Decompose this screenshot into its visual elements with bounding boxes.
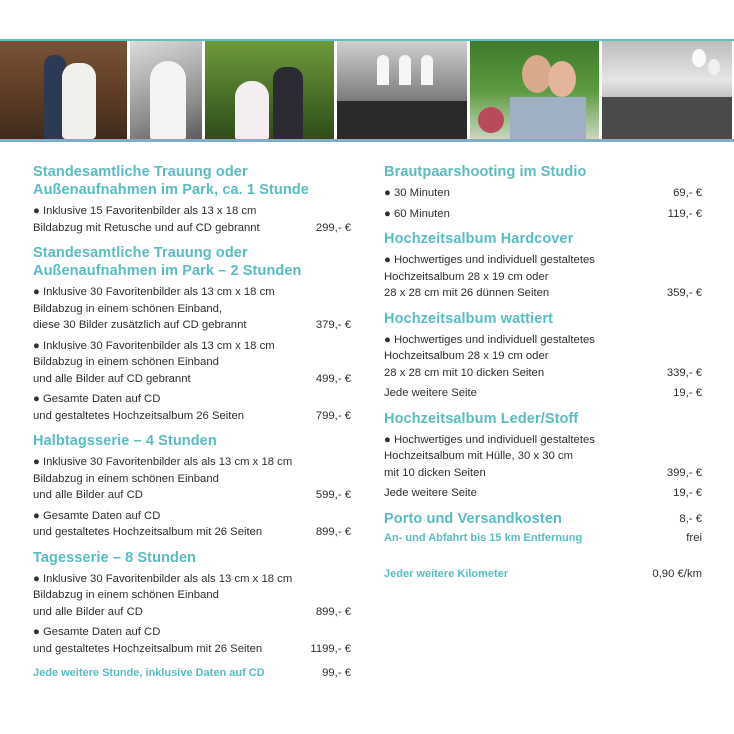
price-item <box>33 508 351 541</box>
section-album-hardcover <box>384 230 702 302</box>
item-description: Jede weitere Seite <box>384 387 477 399</box>
porto-row <box>384 510 702 528</box>
accent-line-bottom <box>0 139 734 142</box>
price-item <box>33 284 351 334</box>
couple-closeup-photo <box>470 41 599 139</box>
item-price: 339,- € <box>666 366 702 379</box>
extra-km-price: 0,90 €/km <box>652 567 702 580</box>
section-porto <box>384 510 702 582</box>
photo-strip <box>0 41 734 139</box>
item-price: 299,- € <box>315 221 351 234</box>
left-price-column <box>33 163 351 681</box>
item-price: 399,- € <box>666 466 702 479</box>
extra-hour-price: 99,- € <box>322 667 351 679</box>
item-description: Jede weitere Seite <box>384 487 477 499</box>
right-price-column <box>384 163 702 582</box>
price-item <box>384 185 702 202</box>
bubbles-couple-photo <box>205 41 334 139</box>
extra-km-row <box>384 566 702 582</box>
section-title: Standesamtliche Trauung oder Außenaufnahmen im Park, ca. 1 Stunde <box>33 164 309 198</box>
item-description: ● Inklusive 30 Favoritenbilder als als 13 cm x 18 cm Bildabzug in einem schönen Einband und alle Bilder auf CD <box>33 572 293 618</box>
item-price: 1199,- € <box>310 642 351 655</box>
item-price: 899,- € <box>315 526 351 538</box>
item-description: ● Gesamte Daten auf CD und gestaltetes Hochzeitsalbum mit 26 Seiten <box>33 626 263 655</box>
item-description: ● Gesamte Daten auf CD und gestaltetes Hochzeitsalbum mit 26 Seiten <box>33 509 263 538</box>
extra-km-label: Jeder weitere Kilometer <box>384 567 509 580</box>
section-title: Hochzeitsalbum Hardcover <box>384 231 574 247</box>
item-description: ● Inklusive 30 Favoritenbilder als als 13 cm x 18 cm Bildabzug in einem schönen Einband und alle Bilder auf CD <box>33 456 293 501</box>
section-title: Porto und Versandkosten <box>384 510 562 527</box>
item-price: 19,- € <box>673 387 702 399</box>
ceremony-hall-bw-photo <box>337 41 467 139</box>
section-studio-shooting <box>384 163 702 222</box>
item-price: 8,- € <box>679 513 702 525</box>
item-description: ● Inklusive 30 Favoritenbilder als 13 cm x 18 cm Bildabzug in einem schönen Einband und alle Bilder auf CD gebrannt <box>33 339 275 385</box>
price-item <box>384 252 702 302</box>
price-item <box>33 454 351 504</box>
item-description: ● Gesamte Daten auf CD und gestaltetes Hochzeitsalbum 26 Seiten <box>33 393 245 422</box>
section-title: Tagesserie – 8 Stunden <box>33 549 197 566</box>
section-standesamt-1h <box>33 163 351 236</box>
item-price: 119,- € <box>667 207 702 220</box>
price-item <box>33 338 351 388</box>
extra-hour-label: Jede weitere Stunde, inklusive Daten auf CD <box>33 667 265 679</box>
travel-free-price: frei <box>686 531 702 544</box>
item-description: ● 30 Minuten <box>384 187 450 199</box>
price-item <box>384 485 702 502</box>
item-price: 899,- € <box>315 605 351 618</box>
price-item <box>33 391 351 424</box>
price-item <box>33 571 351 621</box>
item-price: 799,- € <box>315 409 351 422</box>
couple-wooden-door-photo <box>0 41 127 139</box>
travel-free-label: An- und Abfahrt bis 15 km Entfernung <box>384 531 583 544</box>
section-halbtag <box>33 432 351 541</box>
price-item <box>384 206 702 223</box>
section-title: Hochzeitsalbum wattiert <box>384 310 554 327</box>
price-item <box>33 203 351 236</box>
item-description: ● 60 Minuten <box>384 207 450 220</box>
item-description: ● Hochwertiges und individuell gestaltetes Hochzeitsalbum 28 x 19 cm oder 28 x 28 cm mit 26 dünnen Seiten <box>384 254 595 299</box>
section-title: Halbtagsserie – 4 Stunden <box>33 433 217 449</box>
item-description: ● Inklusive 15 Favoritenbilder als 13 x 18 cm Bildabzug mit Retusche und auf CD gebrannt <box>33 205 260 234</box>
price-item <box>33 624 351 657</box>
item-price: 19,- € <box>673 487 702 499</box>
item-price: 69,- € <box>673 187 702 199</box>
section-album-leder <box>384 410 702 502</box>
section-tagesserie <box>33 549 351 682</box>
price-item <box>384 385 702 402</box>
item-description: ● Hochwertiges und individuell gestaltetes Hochzeitsalbum 28 x 19 cm oder 28 x 28 cm mit 10 dicken Seiten <box>384 333 595 379</box>
bride-bw-photo <box>130 41 202 139</box>
section-title: Standesamtliche Trauung oder Außenaufnahmen im Park – 2 Stunden <box>33 245 302 279</box>
travel-free-row <box>384 530 702 546</box>
extra-hour-row <box>33 665 351 681</box>
section-title: Brautpaarshooting im Studio <box>384 164 587 180</box>
section-album-wattiert <box>384 310 702 402</box>
section-standesamt-2h <box>33 244 351 424</box>
section-title: Hochzeitsalbum Leder/Stoff <box>384 410 579 427</box>
item-description: ● Inklusive 30 Favoritenbilder als 13 cm x 18 cm Bildabzug in einem schönen Einband, diese 30 Bilder zusätzlich auf CD gebrannt <box>33 286 275 331</box>
item-price: 499,- € <box>315 372 351 385</box>
balloons-guests-bw-photo <box>602 41 732 139</box>
item-description: ● Hochwertiges und individuell gestaltetes Hochzeitsalbum mit Hülle, 30 x 30 cm mit 10 dicken Seiten <box>384 433 595 479</box>
item-price: 599,- € <box>315 489 351 501</box>
item-price: 359,- € <box>666 287 702 299</box>
price-item <box>384 432 702 482</box>
item-price: 379,- € <box>315 319 351 331</box>
price-item <box>384 332 702 382</box>
